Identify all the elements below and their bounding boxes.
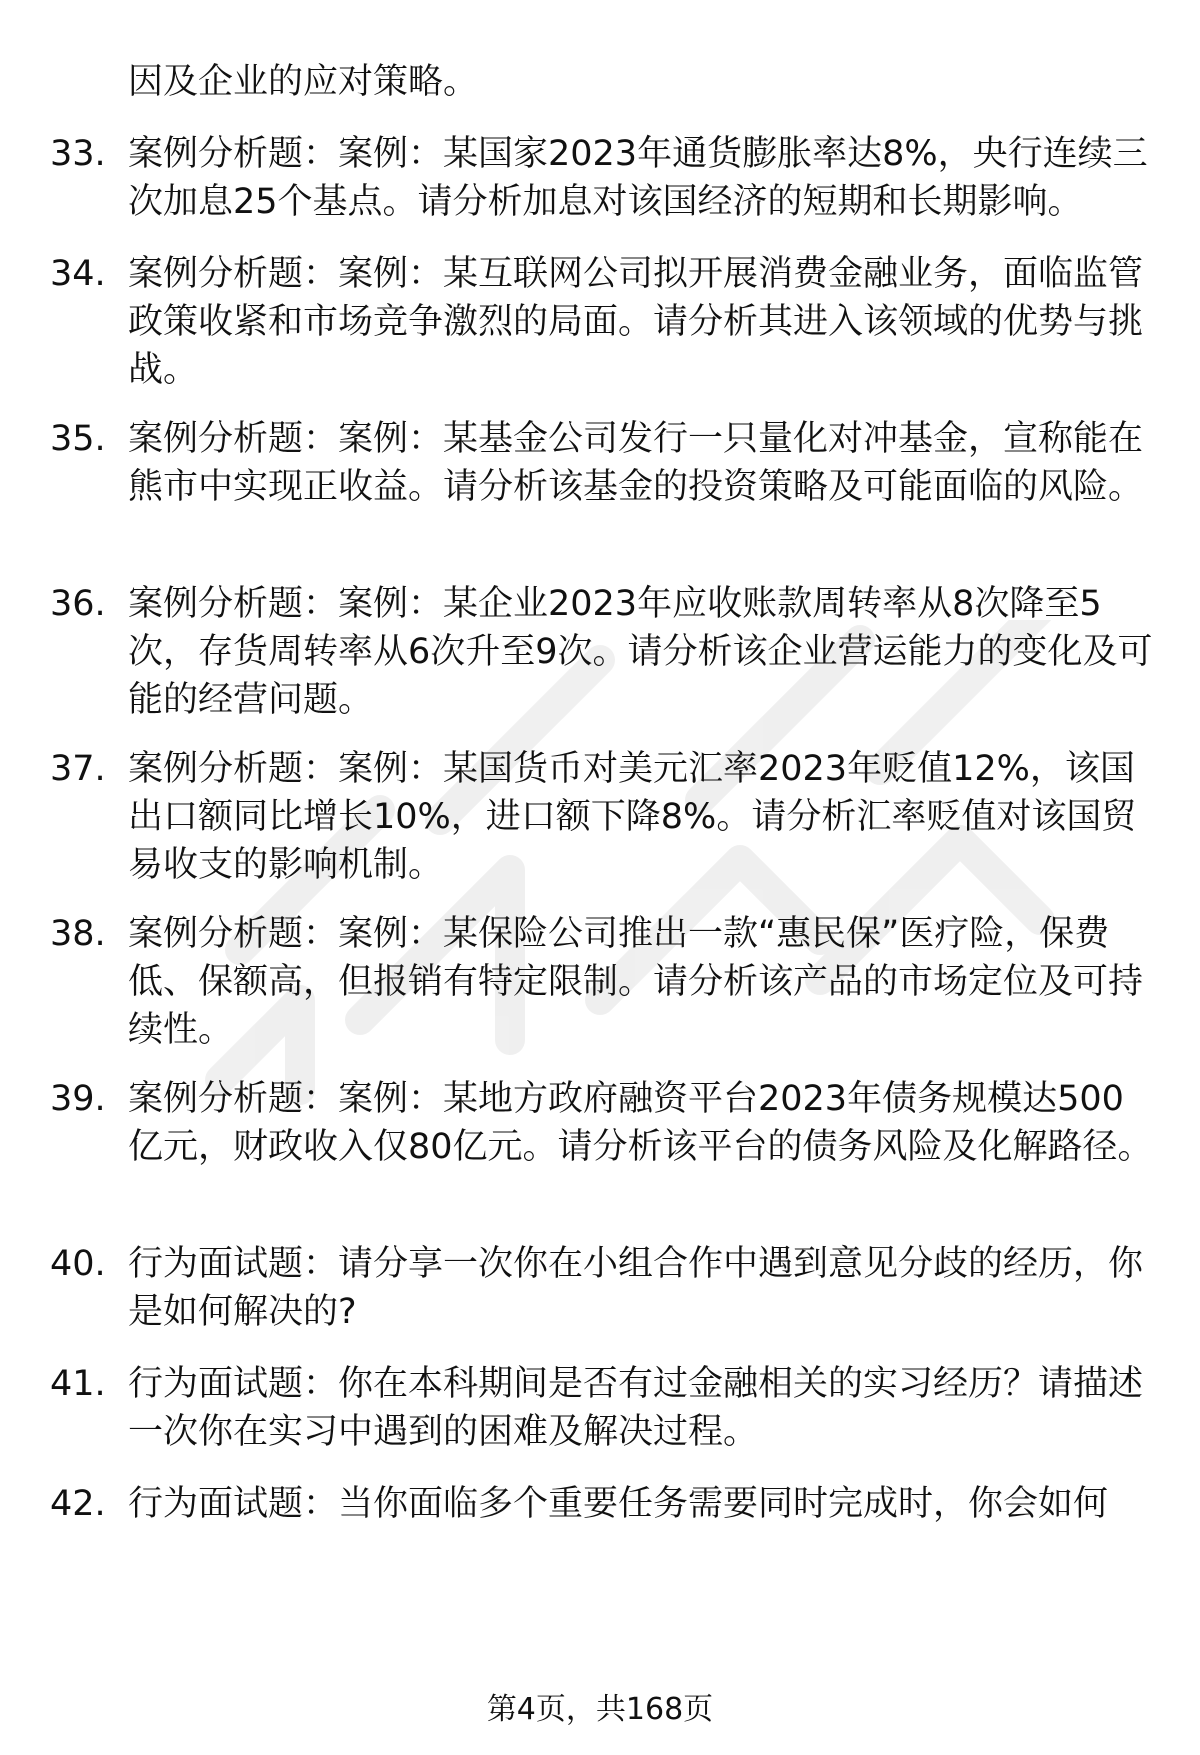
question-number: 34. xyxy=(50,254,106,294)
question-item xyxy=(50,580,1160,724)
question-text: 行为面试题：你在本科期间是否有过金融相关的实习经历？请描述一次你在实习中遇到的困难及解决过程。 xyxy=(128,1364,1144,1452)
question-number: 38. xyxy=(50,914,106,954)
question-text: 行为面试题：请分享一次你在小组合作中遇到意见分歧的经历，你是如何解决的? xyxy=(128,1244,1144,1332)
question-item xyxy=(50,1075,1160,1171)
question-text: 案例分析题：案例：某基金公司发行一只量化对冲基金，宣称能在熊市中实现正收益。请分析该基金的投资策略及可能面临的风险。 xyxy=(128,419,1144,507)
question-item xyxy=(50,745,1160,889)
question-text: 案例分析题：案例：某国货币对美元汇率2023年贬值12%，该国出口额同比增长10%，进口额下降8%。请分析汇率贬值对该国贸易收支的影响机制。 xyxy=(128,749,1137,885)
question-text: 案例分析题：案例：某互联网公司拟开展消费金融业务，面临监管政策收紧和市场竞争激烈的局面。请分析其进入该领域的优势与挑战。 xyxy=(128,254,1144,390)
page-footer: 第4页，共168页 xyxy=(486,1692,714,1727)
question-text: 案例分析题：案例：某保险公司推出一款“惠民保”医疗险，保费低、保额高，但报销有特定限制。请分析该产品的市场定位及可持续性。 xyxy=(128,914,1144,1050)
question-number: 42. xyxy=(50,1484,106,1524)
question-item xyxy=(50,1360,1160,1456)
question-number: 40. xyxy=(50,1244,106,1284)
question-text: 案例分析题：案例：某企业2023年应收账款周转率从8次降至5次，存货周转率从6次升至9次。请分析该企业营运能力的变化及可能的经营问题。 xyxy=(128,584,1153,720)
question-item xyxy=(50,910,1160,1054)
question-number: 36. xyxy=(50,584,106,624)
continuation-text: 因及企业的应对策略。 xyxy=(128,62,479,102)
question-text: 行为面试题：当你面临多个重要任务需要同时完成时，你会如何 xyxy=(128,1484,1109,1524)
question-number: 41. xyxy=(50,1364,106,1404)
question-item xyxy=(50,415,1160,511)
question-item xyxy=(50,130,1160,226)
question-text: 案例分析题：案例：某地方政府融资平台2023年债务规模达500亿元，财政收入仅80亿元。请分析该平台的债务风险及化解路径。 xyxy=(128,1079,1153,1167)
question-item xyxy=(50,1480,1160,1528)
question-number: 37. xyxy=(50,749,106,789)
question-text: 案例分析题：案例：某国家2023年通货膨胀率达8%，央行连续三次加息25个基点。请分析加息对该国经济的短期和长期影响。 xyxy=(128,134,1148,222)
question-number: 35. xyxy=(50,419,106,459)
question-item xyxy=(50,1240,1160,1336)
question-number: 33. xyxy=(50,134,106,174)
question-number: 39. xyxy=(50,1079,106,1119)
question-item xyxy=(50,250,1160,394)
